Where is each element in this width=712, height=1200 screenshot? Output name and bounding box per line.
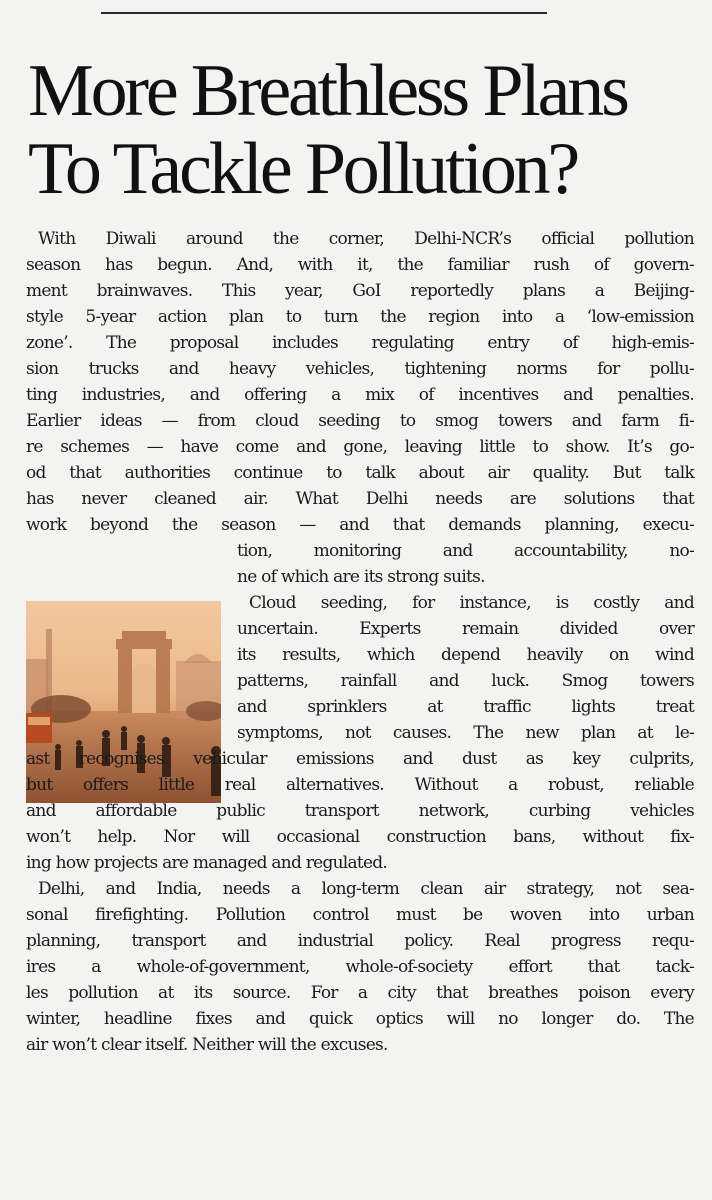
article-line: Earlier ideas — from cloud seeding to smog towers and farm fi- [26, 411, 694, 431]
headline-line-2: To Tackle Pollution? [28, 128, 578, 210]
paragraph-2 [26, 590, 694, 876]
article-line: uncertain. Experts remain divided over [237, 619, 694, 639]
photo-wrap-text [26, 538, 694, 590]
article-line: air won’t clear itself. Neither will the excuses. [26, 1035, 388, 1055]
photo-wrap-text [26, 590, 694, 746]
article-line: ting industries, and offering a mix of incentives and penalties. [26, 385, 694, 405]
article-line: but offers little real alternatives. Without a robust, reliable [26, 775, 694, 795]
article-line: has never cleaned air. What Delhi needs are solutions that [26, 489, 694, 509]
top-rule [101, 12, 547, 14]
article-line: od that authorities continue to talk about air quality. But talk [26, 463, 694, 483]
article-line: With Diwali around the corner, Delhi-NCR’s official pollution [38, 229, 694, 249]
article-line: zone’. The proposal includes regulating entry of high-emis- [26, 333, 694, 353]
headline [28, 52, 708, 208]
article-line: and sprinklers at traffic lights treat [237, 697, 694, 717]
article-line: sonal firefighting. Pollution control must be woven into urban [26, 905, 694, 925]
article-line: ne of which are its strong suits. [237, 567, 485, 587]
article-line: re schemes — have come and gone, leaving little to show. It’s go- [26, 437, 694, 457]
article-line: patterns, rainfall and luck. Smog towers [237, 671, 694, 691]
article-line: ment brainwaves. This year, GoI reportedly plans a Beijing- [26, 281, 694, 301]
article-line: ires a whole-of-government, whole-of-society effort that tack- [26, 957, 694, 977]
article-line: style 5-year action plan to turn the region into a ‘low-emission [26, 307, 694, 327]
article-body [26, 226, 694, 1058]
article-line: les pollution at its source. For a city that breathes poison every [26, 983, 694, 1003]
article-line: symptoms, not causes. The new plan at le- [237, 723, 694, 743]
article-line: ing how projects are managed and regulated. [26, 853, 388, 873]
article-line: tion, monitoring and accountability, no- [237, 541, 694, 561]
paragraph-1 [26, 226, 694, 590]
article-line: its results, which depend heavily on wind [237, 645, 694, 665]
headline-line-1: More Breathless Plans [28, 50, 627, 132]
article-line: Cloud seeding, for instance, is costly and [249, 593, 694, 613]
article-line: won’t help. Nor will occasional construction bans, without fix- [26, 827, 694, 847]
article-line: ast recognises vehicular emissions and dust as key culprits, [26, 749, 694, 769]
article-line: winter, headline fixes and quick optics will no longer do. The [26, 1009, 694, 1029]
article-line: season has begun. And, with it, the familiar rush of govern- [26, 255, 694, 275]
paragraph-3 [26, 876, 694, 1058]
article-line: and affordable public transport network, curbing vehicles [26, 801, 694, 821]
article-line: work beyond the season — and that demands planning, execu- [26, 515, 694, 535]
article-line: sion trucks and heavy vehicles, tightening norms for pollu- [26, 359, 694, 379]
article-line: planning, transport and industrial policy. Real progress requ- [26, 931, 694, 951]
article-line: Delhi, and India, needs a long-term clean air strategy, not sea- [38, 879, 694, 899]
